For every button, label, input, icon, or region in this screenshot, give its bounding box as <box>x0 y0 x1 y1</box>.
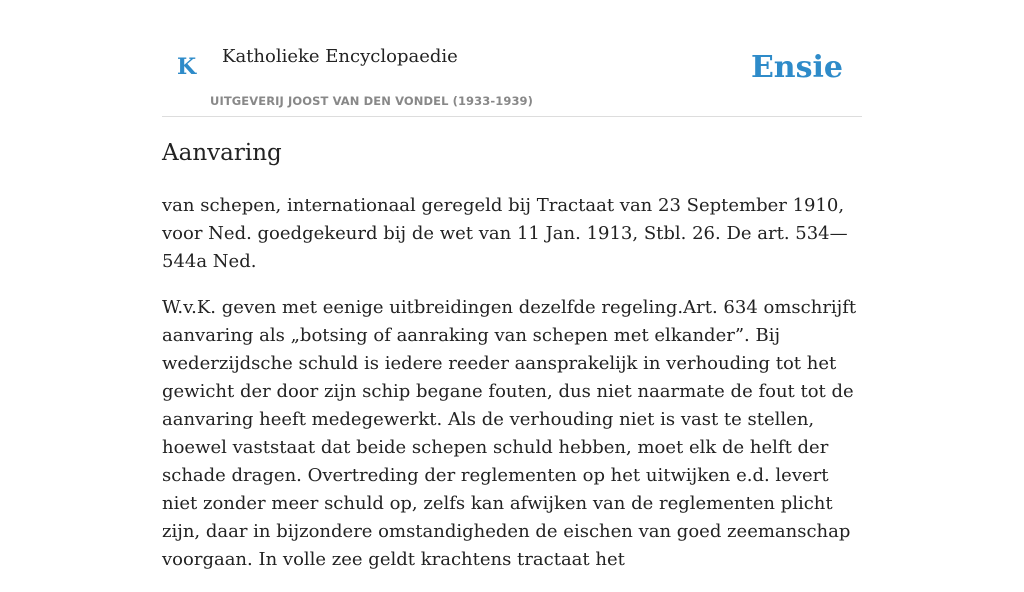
page <box>162 0 862 570</box>
article-body <box>162 192 862 592</box>
site-title[interactable]: Katholieke Encyclopaedie <box>222 46 458 67</box>
ensie-brand-logo[interactable]: Ensie <box>750 50 843 85</box>
site-header <box>162 0 862 117</box>
publisher-subtitle: UITGEVERIJ JOOST VAN DEN VONDEL (1933-1939) <box>210 94 533 108</box>
site-logo[interactable]: K <box>177 54 197 80</box>
article-title: Aanvaring <box>162 140 282 166</box>
article-paragraph: W.v.K. geven met eenige uitbreidingen dezelfde regeling.Art. 634 omschrijft aanvaring als „botsing of aanraking van schepen met elkander”. Bij wederzijdsche schuld is iedere reeder aansprakelijk in verhouding tot het gewicht der door zijn schip begane fouten, dus niet naarmate de fout tot de aanvaring heeft medegewerkt. Als de verhouding niet is vast te stellen, hoewel vaststaat dat beide schepen schuld hebben, moet elk de helft der schade dragen. Overtreding der reglementen op het uitwijken e.d. levert niet zonder meer schuld op, zelfs kan afwijken van de reglementen plicht zijn, daar in bijzondere omstandigheden de eischen van goed zeemanschap voorgaan. In volle zee geldt krachtens tractaat het <box>162 297 857 570</box>
article-paragraph: van schepen, internationaal geregeld bij Tractaat van 23 September 1910, voor Ned. goedgekeurd bij de wet van 11 Jan. 1913, Stbl. 26. De art. 534—544a Ned. <box>162 195 848 272</box>
